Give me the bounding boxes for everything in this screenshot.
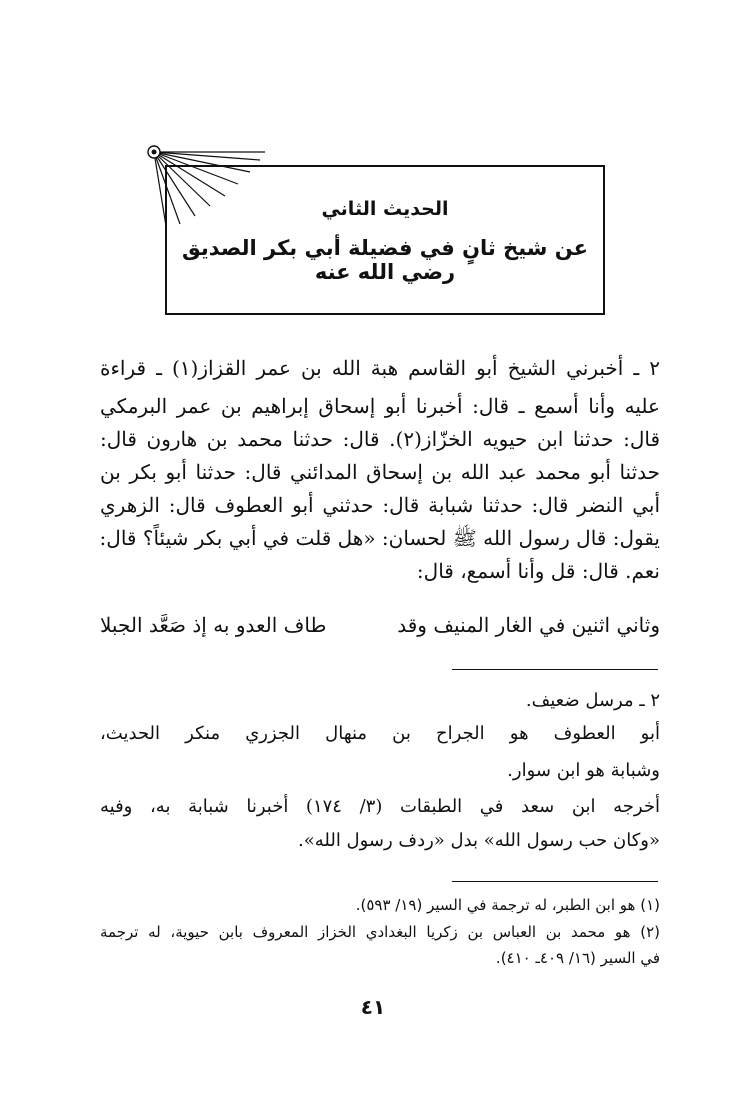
notes-separator [452, 669, 658, 670]
body-line: أبي النضر قال: حدثنا شبابة قال: حدثني أبو العطوف قال: الزهري [100, 493, 660, 517]
note-line: وشبابة هو ابن سوار. [507, 760, 660, 781]
section-subtitle: عن شيخ ثانٍ في فضيلة أبي بكر الصديق رضي الله عنه [181, 236, 588, 284]
body-line: ٢ ـ أخبرني الشيخ أبو القاسم هبة الله بن عمر القزاز(١) ـ قراءة [100, 356, 660, 380]
body-line: عليه وأنا أسمع ـ قال: أخبرنا أبو إسحاق إبراهيم بن عمر البرمكي [100, 394, 660, 418]
body-line: نعم. قال: قل وأنا أسمع، قال: [416, 559, 660, 583]
verse-second-hemistich: طاف العدو به إذ صَعَّد الجبلا [100, 613, 327, 637]
body-line: حدثنا أبو محمد عبد الله بن إسحاق المدائني قال: حدثنا أبو بكر بن [100, 460, 660, 484]
note-line: أخرجه ابن سعد في الطبقات (٣/ ١٧٤) أخبرنا شبابة به، وفيه [100, 796, 660, 817]
section-title: الحديث الثاني [321, 198, 449, 220]
note-line: ٢ ـ مرسل ضعيف. [525, 690, 660, 711]
footnote-2: (٢) هو محمد بن العباس بن زكريا البغدادي الخزاز المعروف بابن حيوية، له ترجمة [100, 923, 660, 941]
footnote-2-continued: في السير (١٦/ ٤٠٩ـ ٤١٠). [495, 949, 660, 967]
body-line: قال: حدثنا ابن حيويه الخزّاز(٢). قال: حدثنا محمد بن هارون قال: [100, 427, 661, 451]
footnotes-separator [452, 881, 658, 882]
body-line: يقول: قال رسول الله ﷺ لحسان: «هل قلت في أبي بكر شيئاً؟ قال: [99, 526, 660, 550]
page-number: ٤١ [360, 995, 386, 1019]
footnote-1: (١) هو ابن الطبر، له ترجمة في السير (١٩/ ٥٩٣). [355, 896, 660, 914]
note-line: أبو العطوف هو الجراح بن منهال الجزري منكر الحديث، [100, 723, 660, 744]
verse-first-hemistich: وثاني اثنين في الغار المنيف وقد [397, 613, 660, 637]
note-line: «وكان حب رسول الله» بدل «ردف رسول الله». [298, 830, 660, 851]
